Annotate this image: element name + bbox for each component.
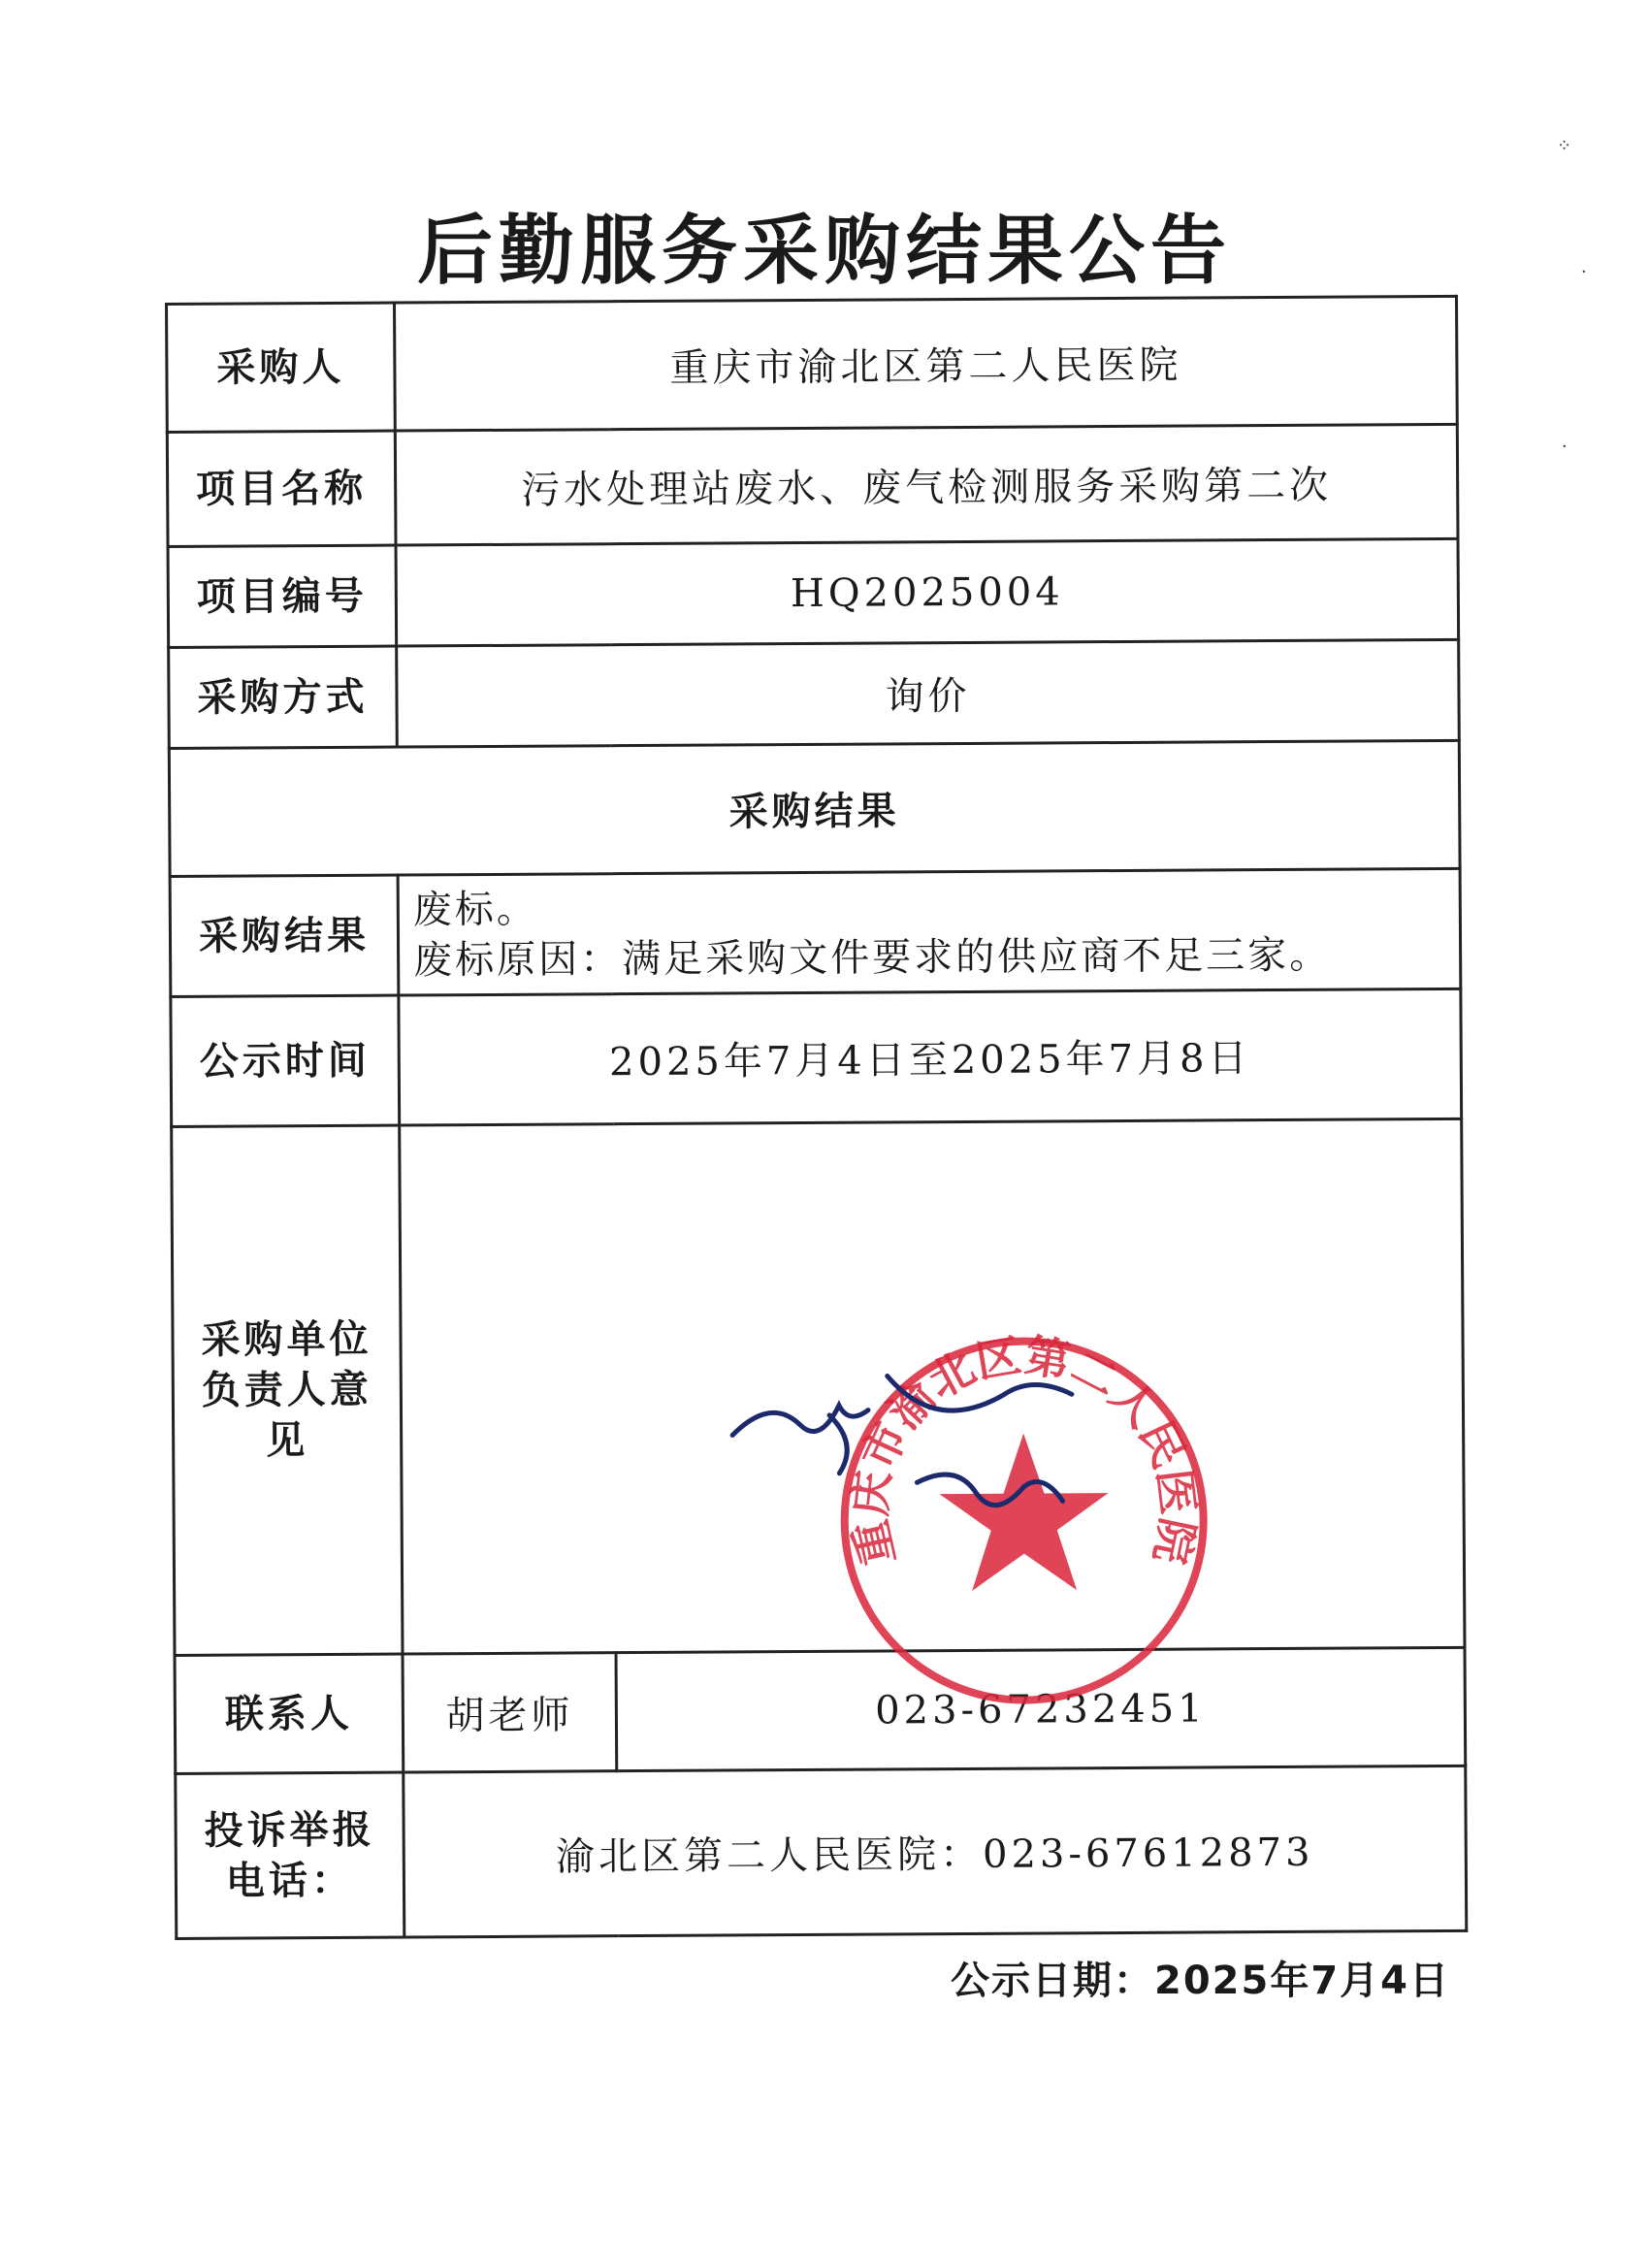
- complaint-label: 投诉举报电话：: [176, 1772, 404, 1938]
- official-stamp: [828, 1325, 1218, 1715]
- project-no-value: HQ2025004: [396, 538, 1459, 646]
- row-purchaser: [167, 296, 1458, 432]
- row-method: [169, 639, 1460, 748]
- row-complaint: [176, 1766, 1467, 1938]
- result-value: [398, 868, 1461, 995]
- row-project-no: [168, 538, 1459, 647]
- method-value: 询价: [397, 639, 1460, 747]
- scan-speck: ⁘: [1557, 136, 1572, 156]
- publicity-label: 公示时间: [171, 995, 400, 1126]
- opinion-area: [400, 1118, 1465, 1654]
- purchaser-value: 重庆市渝北区第二人民医院: [395, 296, 1458, 431]
- contact-name: 胡老师: [403, 1653, 617, 1772]
- row-publicity: [171, 988, 1462, 1126]
- scan-speck: ·: [1562, 437, 1568, 457]
- stamp-text: 重庆市渝北区第二人民医院: [843, 1328, 1206, 1571]
- row-opinion: [172, 1118, 1465, 1655]
- handwritten-signature: [712, 1316, 1102, 1706]
- page-title: 后勤服务采购结果公告: [416, 208, 1232, 295]
- publication-date: 公示日期：2025年7月4日: [951, 1959, 1450, 2003]
- project-name-value: 污水处理站废水、废气检测服务采购第二次: [395, 424, 1458, 545]
- method-label: 采购方式: [169, 646, 398, 748]
- section-header: 采购结果: [169, 740, 1460, 876]
- contact-label: 联系人: [175, 1654, 404, 1773]
- project-no-label: 项目编号: [168, 545, 397, 647]
- contact-phone: 023-67232451: [616, 1647, 1466, 1770]
- result-line-1: 废标。: [412, 887, 538, 932]
- purchaser-label: 采购人: [167, 303, 396, 432]
- result-label: 采购结果: [170, 875, 399, 996]
- result-line-2: 废标原因：满足采购文件要求的供应商不足三家。: [413, 932, 1332, 983]
- row-project-name: [167, 424, 1458, 546]
- row-section-header: [169, 740, 1460, 876]
- opinion-label: 采购单位负责人意见: [172, 1125, 403, 1655]
- publicity-value: 2025年7月4日至2025年7月8日: [399, 988, 1462, 1125]
- project-name-label: 项目名称: [167, 431, 396, 546]
- scan-speck: ·: [1581, 262, 1587, 282]
- announcement-table: [165, 295, 1468, 1940]
- row-result: [170, 868, 1461, 996]
- complaint-value: 渝北区第二人民医院：023-67612873: [404, 1766, 1467, 1937]
